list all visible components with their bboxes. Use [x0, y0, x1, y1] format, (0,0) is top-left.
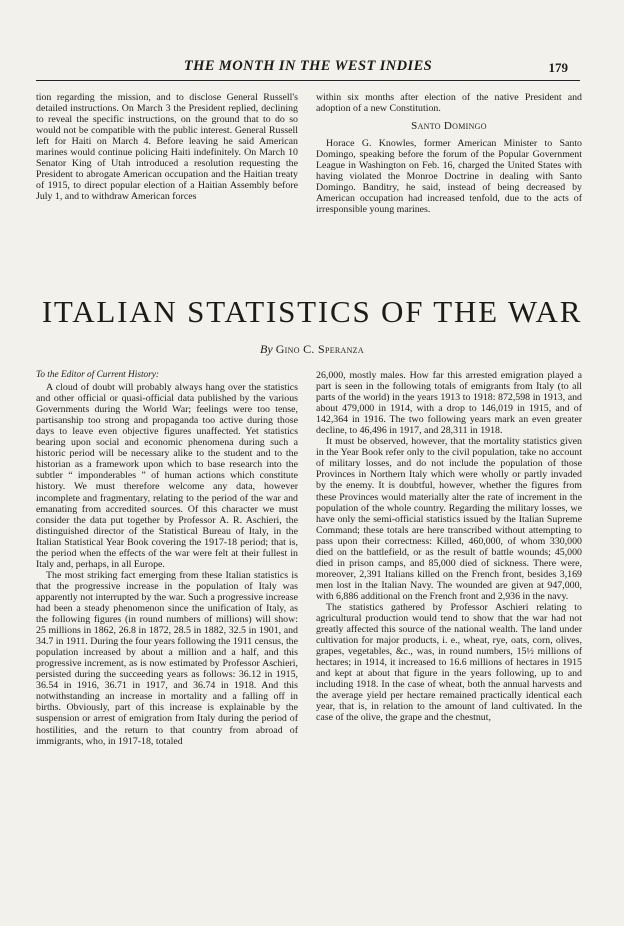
editor-salutation: To the Editor of Current History: — [36, 370, 160, 380]
page-number: 179 — [548, 60, 568, 75]
running-header — [36, 58, 580, 81]
haiti-paragraph-continued: within six months after election of the native President and adoption of a new Constitution. — [316, 92, 582, 115]
santo-domingo-column-right — [316, 92, 582, 215]
haiti-column-left — [36, 92, 298, 202]
article-paragraph: A cloud of doubt will probably always hang over the statistics and other official or quasi-official data published by the various Governments during the World War; feelings were too tense, partisanship too strong and propaganda too active during those days to leave even objective figures unaffected. Yet statistics bearing upon social and economic phenomena during such a historic period will be necessary alike to the student and to the historian as a framework upon which to base research into the subtler “ imponderables ” of human actions which constitute history. We must therefore welcome any data, however incomplete and fragmentary, relating to the period of the war and emanating from accredited sources. Of this character we must consider the data put together by Professor A. R. Aschieri, the distinguished director of the Statistical Bureau of Italy, in the Italian Statistical Year Book covering the 1917-18 period; that is, the period when the effects of the war were felt at their fullest in Italy and, perhaps, in all Europe. — [36, 382, 298, 570]
running-title: THE MONTH IN THE WEST INDIES — [183, 58, 433, 74]
article-paragraph: The statistics gathered by Professor Aschieri relating to agricultural production would tend to show that the war had not greatly affected this source of the national wealth. The land under cultivation for major products, i. e., wheat, rye, oats, corn, olives, grapes, vegetables, &c., was, in round numbers, 15½ millions of hectares; in 1914, it increased to 16.6 millions of hectares in 1915 and kept at about that figure in the years following, up to and including 1918. In the case of wheat, both the annual harvests and the average yield per hectare remained practically identical each year, that is, in relation to the amount of land cultivated. In the case of the olive, the grape and the chestnut, — [316, 601, 582, 724]
article-paragraph: It must be observed, however, that the mortality statistics given in the Year Book refer only to the civil population, take no account of military losses, and do not include the population of those Provinces in Northern Italy which were wholly or partly invaded by the enemy. It is doubtful, however, whether the figures from these Provinces would materially alter the rate of increment in the population of the whole country. Regarding the military losses, we have only the semi-official statistics issued by the Italian Supreme Command; these totals are here transcribed without attempting to pass upon their correctness: Killed, 460,000, of whom 330,000 died on the battlefield, or as the result of battle wounds; 45,000 died in prison camps, and 85,000 died of sickness. There were, moreover, 2,391 Italians killed on the French front, besides 3,169 men lost in the Italian Navy. The wounded are given at 947,000, with 6,886 additional on the French front and 2,936 in the navy. — [316, 436, 582, 602]
article-paragraph: The most striking fact emerging from these Italian statistics is that the progressive increase in the population of Italy was apparently not interrupted by the war. Such a progressive increase had been a steady phenomenon since the unification of Italy, as the following figures (in round numbers of millions) will show: 25 millions in 1862, 26.8 in 1872, 28.5 in 1882, 32.5 in 1901, and 34.7 in 1911. During the four years following the 1911 census, the population increased by about a million and a half, and this progressive increment, as is now estimated by Professor Aschieri, persisted during the succeeding years as follows: 36.12 in 1915, 36.54 in 1916, 36.71 in 1917, and 36.74 in 1918. And this notwithstanding an increase in mortality and a falling off in births. Obviously, part of this increase is explainable by the suspension or arrest of emigration from Italy during the period of hostilities, and the return to that country from abroad of immigrants, who, in 1917-18, totaled — [36, 569, 299, 747]
article-column-left — [36, 370, 298, 747]
haiti-paragraph: tion regarding the mission, and to disclose General Russell's detailed instructions. On March 3 the President replied, declining to reveal the specific instructions, on the ground that to do so would not be compatible with the public interest. General Russell left for Haiti on March 4. Before leaving he said American marines would continue policing Haiti indefinitely. On March 10 Senator King of Utah introduced a resolution requesting the President to abrogate American occupation and the Haitian treaty of 1915, to direct popular election of a Haitian Assembly before July 1, and to withdraw American forces — [36, 92, 298, 203]
byline — [30, 342, 594, 357]
article-title: ITALIAN STATISTICS OF THE WAR — [41, 294, 583, 329]
author-name: Gino C. Speranza — [275, 342, 364, 356]
article-paragraph: 26,000, mostly males. How far this arrested emigration played a part is seen in the following totals of emigrants from Italy (to all parts of the world) in the years 1913 to 1918: 872,598 in 1913, and about 479,000 in 1914, with a drop to 146,019 in 1915, and of 142,364 in 1916. The two following years mark an even greater decline, to 46,496 in 1917, and 28,311 in 1918. — [316, 370, 582, 437]
article-column-right — [316, 370, 582, 724]
section-heading-santo-domingo: Santo Domingo — [411, 120, 487, 133]
santo-domingo-paragraph: Horace G. Knowles, former American Minister to Santo Domingo, speaking before the forum of the Popular Government League in Washington on Feb. 16, charged the United States with having violated the Monroe Doctrine in dealing with Santo Domingo. Banditry, he said, instead of being decreased by American occupation had increased tenfold, due to the acts of irresponsible young marines. — [316, 138, 582, 216]
byline-prefix: By — [260, 342, 273, 356]
